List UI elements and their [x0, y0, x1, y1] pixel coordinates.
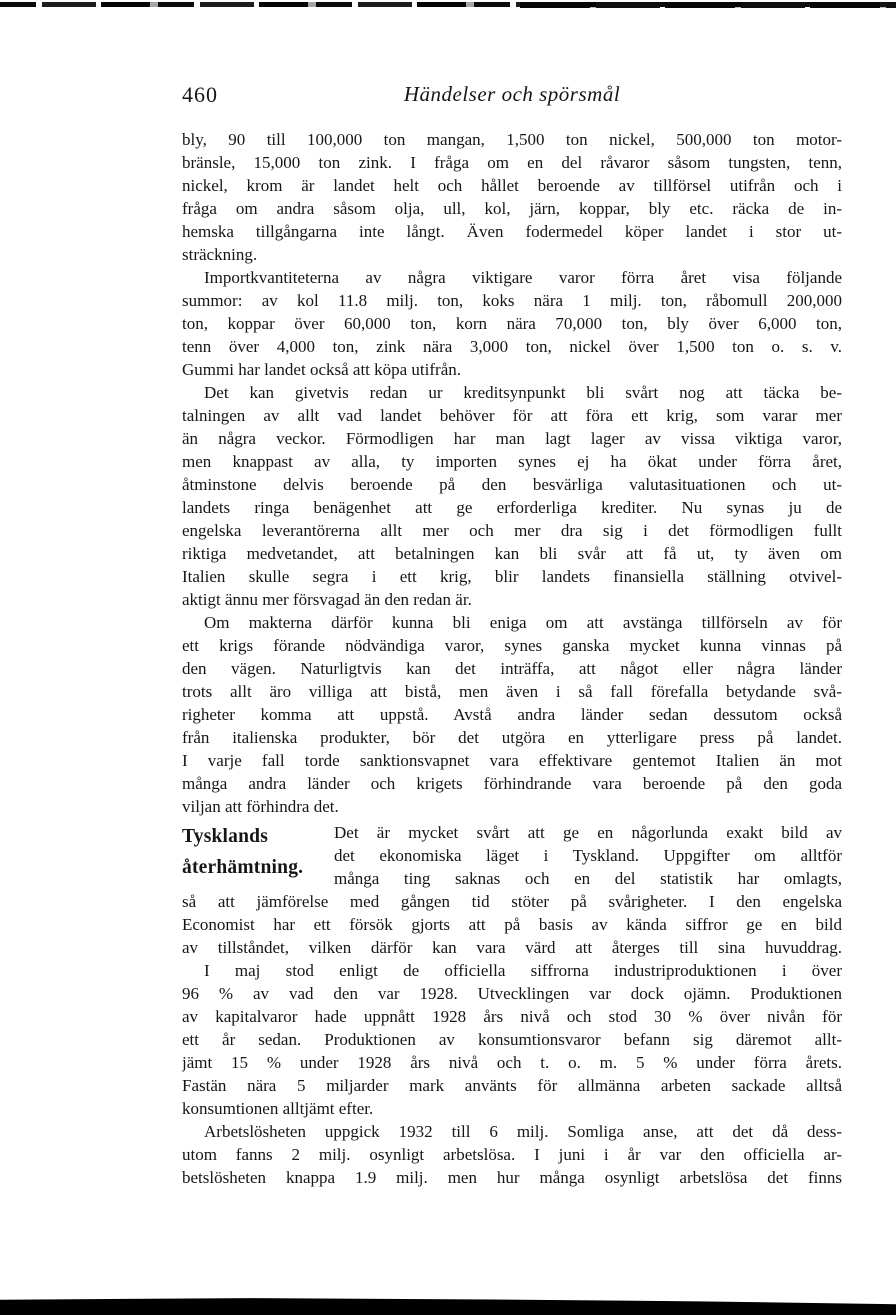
text-line: av tillståndet, vilken därför kan vara värd att återges till sina huvuddrag.: [182, 938, 842, 957]
section-heading-line: Tysklands: [182, 826, 268, 847]
text-line: åtminstone delvis beroende på den besvärliga valutasituationen och ut-: [182, 475, 842, 494]
paragraph: [182, 381, 842, 611]
text-line: viljan att förhindra det.: [182, 797, 339, 816]
text-line: utom fanns 2 milj. osynligt arbetslösa. I juni i år var den officiella ar-: [182, 1145, 842, 1164]
text-line: engelska leverantörerna allt mer och mer dra sig i det förmodligen fullt: [182, 521, 842, 540]
text-line: Det kan givetvis redan ur kreditsynpunkt bli svårt nog att täcka be-: [204, 383, 842, 402]
text-line: men knappast av alla, ty importen synes ej ha ökat under förra året,: [182, 452, 842, 471]
text-line: många ting saknas och en del statistik har omlagts,: [334, 869, 842, 888]
text-line: konsumtionen alltjämt efter.: [182, 1099, 374, 1118]
paragraph: [182, 128, 842, 266]
text-line: Economist har ett försök gjorts att på basis av kända siffror ge en bild: [182, 915, 842, 934]
text-line: många andra länder och krigets förhindrande vara beroende på den goda: [182, 774, 842, 793]
text-line: Importkvantiteterna av några viktigare varor förra året visa följande: [204, 268, 842, 287]
text-line: righeter komma att uppstå. Avstå andra länder sedan dessutom också: [182, 705, 842, 724]
text-line: av kapitalvaror hade uppnått 1928 års nivå och stod 30 % över nivån för: [182, 1007, 842, 1026]
text-line: riktiga medvetandet, att betalningen kan bli svår att få ut, ty även om: [182, 544, 842, 563]
text-line: sträckning.: [182, 245, 258, 264]
text-line: I maj stod enligt de officiella siffrorna industriproduktionen i över: [204, 961, 842, 980]
paragraph: [182, 821, 842, 959]
text-line: Italien skulle segra i ett krig, blir landets finansiella ställning otvivel-: [182, 567, 842, 586]
text-line: ett krigs förande nödvändiga varor, synes ganska mycket kunna vinnas på: [182, 636, 842, 655]
paragraph: [182, 959, 842, 1120]
text-line: ett år sedan. Produktionen av konsumtionsvaror befann sig däremot allt-: [182, 1030, 842, 1049]
text-line: så att jämförelse med gången tid stöter på svårigheter. I den engelska: [182, 892, 842, 911]
text-line: betslösheten knappa 1.9 milj. men hur många osynligt arbetslösa det finns: [182, 1168, 842, 1187]
text-line: bränsle, 15,000 ton zink. I fråga om en del råvaror såsom tungsten, tenn,: [182, 153, 842, 172]
section-heading: [182, 821, 334, 890]
text-line: Arbetslösheten uppgick 1932 till 6 milj. Somliga anse, att det då dess-: [204, 1122, 842, 1141]
text-line: det ekonomiska läget i Tyskland. Uppgifter om alltför: [334, 846, 842, 865]
text-line: I varje fall torde sanktionsvapnet vara effektivare gentemot Italien än mot: [182, 751, 842, 770]
text-line: jämt 15 % under 1928 års nivå och t. o. m. 5 % under förra årets.: [182, 1053, 842, 1072]
section-heading-line: återhämtning.: [182, 857, 304, 878]
paragraph: [182, 1120, 842, 1189]
scan-artifact-bottom: [0, 1297, 896, 1315]
text-line: aktigt ännu mer försvagad än den redan är.: [182, 590, 472, 609]
text-line: Fastän nära 5 miljarder mark använts för allmänna arbeten sackade alltså: [182, 1076, 842, 1095]
text-line: hemska tillgångarna inte långt. Även fodermedel köper landet i stor ut-: [182, 222, 842, 241]
scan-artifact-top: [0, 2, 896, 7]
text-line: Gummi har landet också att köpa utifrån.: [182, 360, 461, 379]
text-line: summor: av kol 11.8 milj. ton, koks nära 1 milj. ton, råbomull 200,000: [182, 291, 842, 310]
text-line: trots allt äro villiga att bistå, men även i så fall förefalla betydande svå-: [182, 682, 842, 701]
page-body: [182, 128, 842, 1189]
page-header: [182, 82, 842, 110]
text-line: talningen av allt vad landet behöver för att föra ett krig, som varar mer: [182, 406, 842, 425]
text-line: nickel, krom är landet helt och hållet beroende av tillförsel utifrån och i: [182, 176, 842, 195]
text-line: landets ringa benägenhet att ge erforderliga krediter. Nu synas ju de: [182, 498, 842, 517]
text-line: bly, 90 till 100,000 ton mangan, 1,500 ton nickel, 500,000 ton motor-: [182, 130, 842, 149]
text-line: fråga om andra såsom olja, ull, kol, järn, koppar, bly etc. räcka de in-: [182, 199, 842, 218]
text-line: 96 % av vad den var 1928. Utvecklingen var dock ojämn. Produktionen: [182, 984, 842, 1003]
running-title: Händelser och spörsmål: [403, 82, 621, 106]
text-line: Om makterna därför kunna bli eniga om att avstänga tillförseln av för: [204, 613, 842, 632]
page-number: 460: [182, 82, 218, 107]
text-line: tenn över 4,000 ton, zink nära 3,000 ton, nickel över 1,500 ton o. s. v.: [182, 337, 842, 356]
text-line: än några veckor. Förmodligen har man lagt lager av vissa viktiga varor,: [182, 429, 842, 448]
text-line: från italienska produkter, bör det utgöra en ytterligare press på landet.: [182, 728, 842, 747]
text-line: den vägen. Naturligtvis kan det inträffa, att något eller några länder: [182, 659, 842, 678]
paragraph: [182, 266, 842, 381]
paragraph: [182, 611, 842, 818]
text-line: Det är mycket svårt att ge en någorlunda exakt bild av: [334, 823, 842, 842]
text-line: ton, koppar över 60,000 ton, korn nära 70,000 ton, bly över 6,000 ton,: [182, 314, 842, 333]
